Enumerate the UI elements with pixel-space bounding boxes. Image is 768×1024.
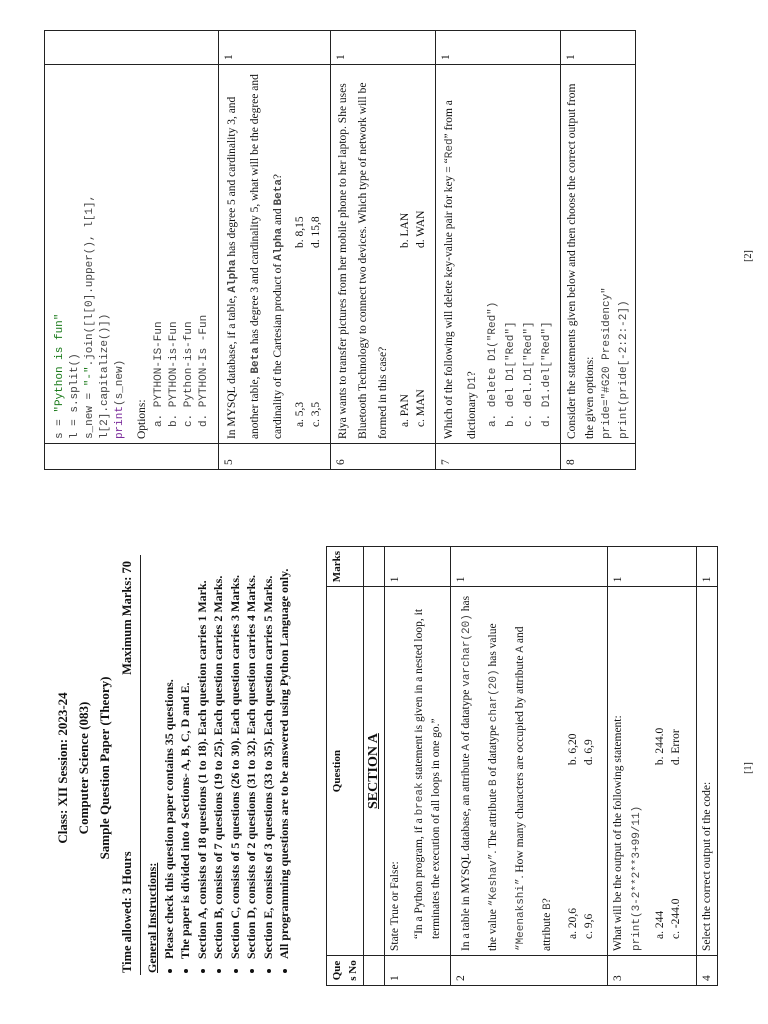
- col-marks: Marks: [327, 547, 364, 587]
- options: [652, 591, 684, 951]
- subject-title: Computer Science (083): [76, 701, 91, 835]
- option: b. 244.0: [654, 727, 666, 766]
- option: a. PYTHON-IS-Fun: [153, 321, 165, 428]
- option: d. WAN: [415, 210, 427, 248]
- question-marks: 1: [608, 547, 697, 587]
- code-block: pride="#G20 Presidency" print(pride[-2:2:-2]): [601, 287, 630, 440]
- question-table-page-2: [44, 30, 636, 470]
- question-marks: 1: [436, 31, 561, 65]
- options: [152, 69, 216, 439]
- instruction-item: • Section C, consists of 5 questions (26 to 30). Each question carries 3 Marks.: [227, 553, 244, 959]
- option: c. 3,5: [310, 401, 322, 428]
- option: a. 5,3: [294, 401, 306, 428]
- option: a. 244: [654, 910, 666, 940]
- table-row: [219, 31, 331, 470]
- option: b. PYTHON-is-Fun: [168, 321, 180, 428]
- option: d. Error: [670, 729, 682, 766]
- instruction-item: • Section E, consists of 3 questions (33 to 35). Each question carries 5 Marks.: [260, 553, 277, 959]
- question-1: State True or False: “In a Python program, if a break statement is given in a nested loop, it terminates the execution of all loops in one go.”: [385, 587, 451, 956]
- paper-title: Sample Question Paper (Theory): [97, 676, 112, 860]
- table-row: [331, 31, 436, 470]
- question-marks: 1: [451, 547, 608, 587]
- instruction-item: • Section A, consists of 18 questions (1 to 18). Each question carries 1 Mark.: [194, 553, 211, 959]
- options: [565, 591, 597, 951]
- code-block: s = "Python is fun" l = s.split() s_new = "-".join([l[0].upper(), l[1], l[2].capitalize()]) print(s_new): [54, 194, 126, 440]
- instructions-title: General Instructions:: [145, 862, 159, 973]
- paper-header: [52, 512, 115, 1024]
- question-3: What will be the output of the following statement: print(3-2**2**3+99/11) a. 244 b. 244.0 c. -244.0 d. Error: [608, 587, 697, 956]
- option: c. -244.0: [670, 898, 682, 940]
- question-number: 4: [697, 956, 718, 986]
- question-6: Riya wants to transfer pictures from her mobile phone to her laptop. She uses Bluetooth Technology to connect two devices. Which type of network will be formed in this case? a. PAN b. LAN c. MAN d. WAN: [331, 64, 436, 443]
- option: b. del D1["Red"]: [505, 321, 517, 428]
- question-marks: 1: [697, 547, 718, 587]
- table-row: [451, 547, 608, 986]
- col-question: Question: [327, 587, 364, 956]
- question-2: In a table in MYSQL database, an attribute A of datatype varchar(20) has the value “Keshav”. The attribute B of datatype char(20) has value “Meenakshi”. How many characters are occupied by attribute A and attribute B? a. 20,6 b. 6,20 c. 9,6 d. 6,9: [451, 587, 608, 956]
- instructions-list: [161, 553, 293, 973]
- option: b. 8,15: [294, 216, 306, 248]
- option: c. 9,6: [583, 913, 595, 940]
- table-row: [45, 31, 219, 470]
- page-1: [0, 512, 768, 1024]
- instruction-item: • Please check this question paper contains 35 questions.: [161, 553, 178, 959]
- question-number: 5: [219, 444, 331, 470]
- options: [292, 69, 324, 439]
- table-row: [697, 547, 718, 986]
- option: d. PYTHON-Is -Fun: [198, 314, 210, 428]
- question-marks: 1: [331, 31, 436, 65]
- maximum-marks: Maximum Marks: 70: [120, 561, 134, 675]
- class-session: Class: XII Session: 2023-24: [55, 692, 70, 844]
- page-number: [1]: [743, 762, 754, 774]
- options: [397, 69, 429, 439]
- question-7: Which of the following will delete key-value pair for key = “Red” from a dictionary D1? a. delete D1("Red") b. del D1["Red"] c. del.D1["Red"] d. D1.del["Red"]: [436, 64, 561, 443]
- question-8: Consider the statements given below and then choose the correct output from the given options: pride="#G20 Presidency" print(pride[-2:2:-2]): [561, 64, 636, 443]
- general-instructions: [144, 553, 293, 973]
- section-a-title: SECTION A: [364, 587, 385, 956]
- table-row: [385, 547, 451, 986]
- instruction-item: • Section B, consists of 7 questions (19 to 25). Each question carries 2 Marks.: [210, 553, 227, 959]
- question-number: 7: [436, 444, 561, 470]
- instruction-item: • The paper is divided into 4 Sections- A, B, C, D and E.: [177, 553, 194, 959]
- question-number: 1: [385, 956, 451, 986]
- question-4-continued: s = "Python is fun" l = s.split() s_new = "-".join([l[0].upper(), l[1], l[2].capitalize()]) print(s_new) Options: a. PYTHON-IS-Fun b. PYTHON-is-Fun c. Python-is-fun d. PYTHON-Is -Fun: [45, 64, 219, 443]
- table-row: [608, 547, 697, 986]
- question-5: In MYSQL database, if a table, Alpha has degree 5 and cardinality 3, and another table, Beta has degree 3 and cardinality 5, what will be the degree and cardinality of the Cartesian product of Alpha and Beta? a. 5,3 b. 8,15 c. 3,5 d. 15,8: [219, 64, 331, 443]
- page-number: [2]: [743, 250, 754, 262]
- options: [484, 69, 558, 439]
- question-4-start: Select the correct output of the code:: [697, 587, 718, 956]
- question-table-page-1: [326, 546, 718, 986]
- option: a. delete D1("Red"): [487, 301, 499, 428]
- question-number: 6: [331, 444, 436, 470]
- option: a. PAN: [399, 394, 411, 428]
- question-marks: 1: [385, 547, 451, 587]
- option: b. LAN: [399, 212, 411, 248]
- table-row: [561, 31, 636, 470]
- section-a-row: [364, 547, 385, 986]
- question-number: 8: [561, 444, 636, 470]
- option: a. 20,6: [567, 908, 579, 940]
- table-header-row: [327, 547, 364, 986]
- option: c. Python-is-fun: [183, 321, 195, 428]
- instruction-item: • All programming questions are to be answered using Python Language only.: [276, 553, 293, 959]
- instruction-item: • Section D, consists of 2 questions (31 to 32). Each question carries 4 Marks.: [243, 553, 260, 959]
- question-marks: 1: [561, 31, 636, 65]
- option: b. 6,20: [567, 733, 579, 766]
- option: d. D1.del["Red"]: [541, 321, 553, 428]
- question-number: 3: [608, 956, 697, 986]
- time-allowed: Time allowed: 3 Hours: [120, 851, 134, 973]
- table-row: [436, 31, 561, 470]
- header-rule: [140, 555, 141, 975]
- col-question-no: Que s No: [327, 956, 364, 986]
- time-marks-line: [120, 561, 135, 973]
- option: c. MAN: [415, 389, 427, 428]
- question-marks: 1: [219, 31, 331, 65]
- option: d. 6,9: [583, 739, 595, 766]
- option: c. del.D1["Red"]: [523, 321, 535, 428]
- question-number: 2: [451, 956, 608, 986]
- option: d. 15,8: [310, 216, 322, 248]
